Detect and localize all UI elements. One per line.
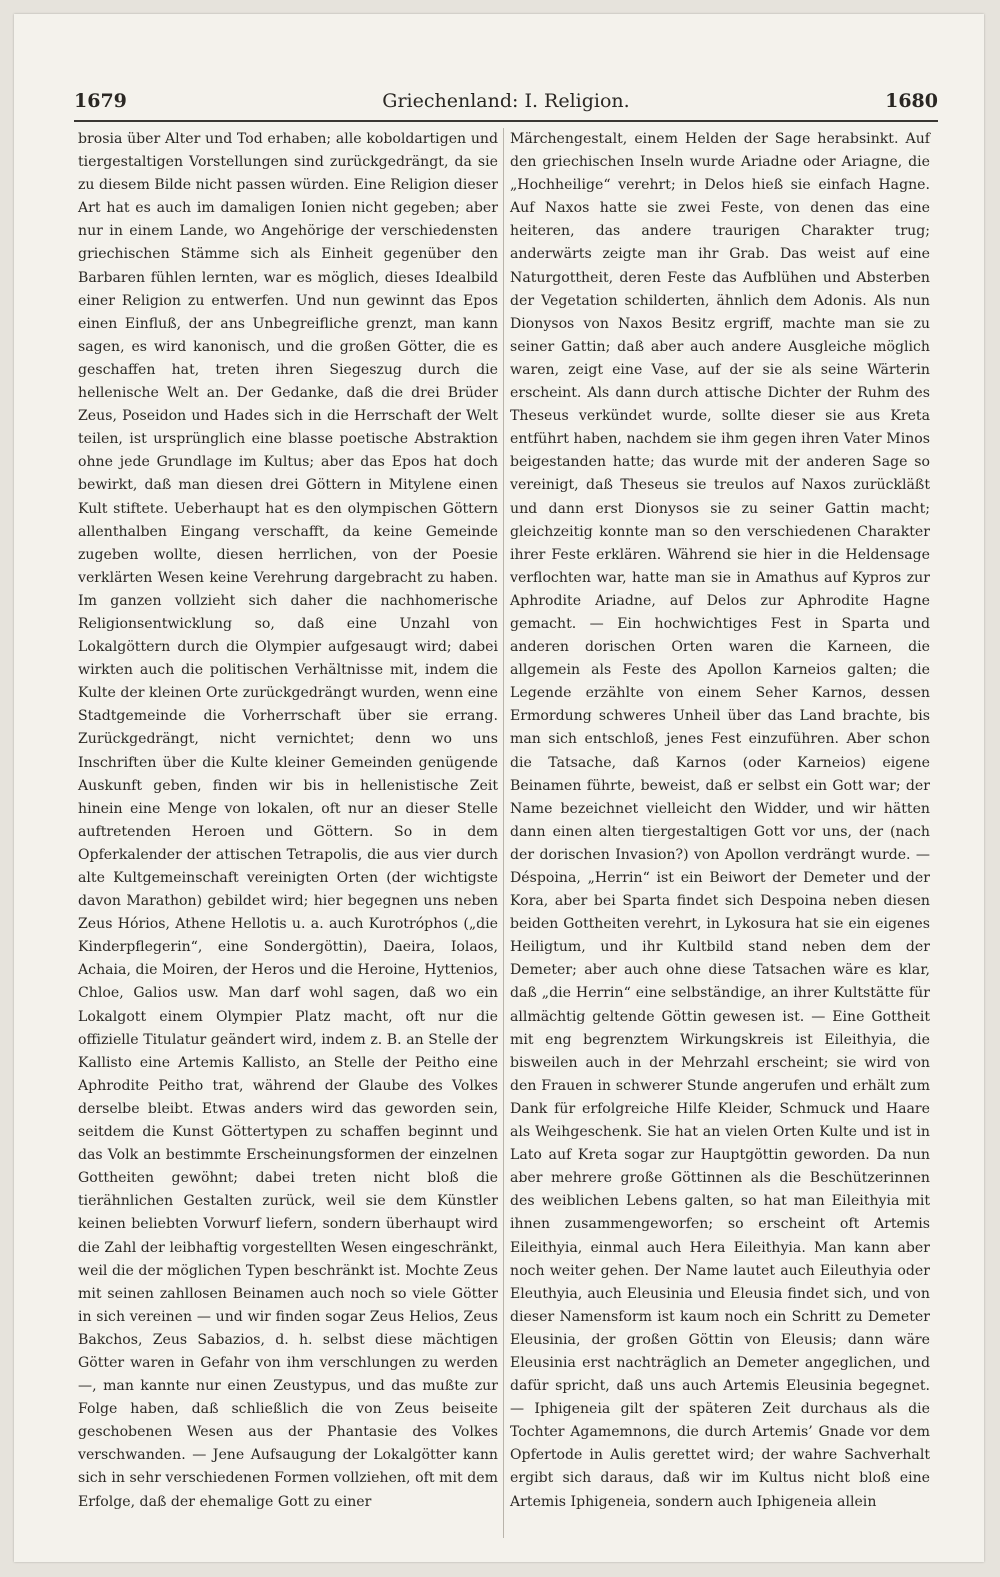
text-column-right — [510, 128, 930, 1514]
running-head: Griechenland: I. Religion. — [382, 90, 630, 112]
column-text: brosia über Alter und Tod erhaben; alle koboldartigen und tiergestaltigen Vorstellungen sind zurückgedrängt, da sie zu diesem Bilde nicht passen würden. Eine Religion dieser Art hat es auch im damaligen Ionien nicht gegeben; aber nur in einem Lande, wo Angehörige der verschiedensten griechischen Stämme sich als Einheit gegenüber den Barbaren fühlen lernten, war es möglich, dieses Idealbild einer Religion zu entwerfen. Und nun gewinnt das Epos einen Einfluß, der ans Unbegreifliche grenzt, man kann sagen, es wird kanonisch, und die großen Götter, die es geschaffen hat, treten ihren Siegeszug durch die hellenische Welt an. Der Gedanke, daß die drei Brüder Zeus, Poseidon und Hades sich in die Herrschaft der Welt teilen, ist ursprünglich eine blasse poetische Abstraktion ohne jede Grundlage im Kultus; aber das Epos hat doch bewirkt, daß man diesen drei Göttern in Mitylene einen Kult stiftete. Ueberhaupt hat es den olympischen Göttern allenthalben Eingang verschafft, da keine Gemeinde zugeben wollte, diesen herrlichen, von der Poesie verklärten Wesen keine Verehrung dargebracht zu haben. Im ganzen vollzieht sich daher die nachhomerische Religionsentwicklung so, daß eine Unzahl von Lokalgöttern durch die Olympier aufgesaugt wird; dabei wirkten auch die politischen Verhältnisse mit, indem die Kulte der kleinen Orte zurückgedrängt wurden, wenn eine Stadtgemeinde die Vorherrschaft über sie errang. Zurückgedrängt, nicht vernichtet; denn wo uns Inschriften über die Kulte kleiner Gemeinden genügende Auskunft geben, finden wir bis in hellenistische Zeit hinein eine Menge von lokalen, oft nur an dieser Stelle auftretenden Heroen und Göttern. So in dem Opferkalender der attischen Tetrapolis, die aus vier durch alte Kultgemeinschaft vereinigten Orten (der wichtigste davon Marathon) gebildet wird; hier begegnen uns neben Zeus Hórios, Athene Hellotis u. a. auch Kurotróphos („die Kinderpflegerin“, eine Sondergöttin), Daeira, Iolaos, Achaia, die Moiren, der Heros und die Heroine, Hyttenios, Chloe, Galios usw. Man darf wohl sagen, daß wo ein Lokalgott einem Olympier Platz macht, oft nur die offizielle Titulatur geändert wird, indem z. B. an Stelle der Kallisto eine Artemis Kallisto, an Stelle der Peitho eine Aphrodite Peitho trat, während der Glaube des Volkes derselbe bleibt. Etwas anders wird das geworden sein, seitdem die Kunst Göttertypen zu schaffen beginnt und das Volk an bestimmte Erscheinungsformen der einzelnen Gottheiten gewöhnt; dabei treten nicht bloß die tierähnlichen Gestalten zurück, weil sie dem Künstler keinen beliebten Vorwurf liefern, sondern überhaupt wird die Zahl der leibhaftig vorgestellten Wesen eingeschränkt, weil die der möglichen Typen beschränkt ist. Mochte Zeus mit seinen zahllosen Beinamen auch noch so viele Götter in sich vereinen — und wir finden sogar Zeus Helios, Zeus Bakchos, Zeus Sabazios, d. h. selbst diese mächtigen Götter waren in Gefahr von ihm verschlungen zu werden —, man kannte nur einen Zeustypus, und das mußte zur Folge haben, daß schließlich die von Zeus beiseite geschobenen Wesen aus der Phantasie des Volkes verschwanden. — Jene Aufsaugung der Lokalgötter kann sich in sehr verschiedenen Formen vollziehen, oft mit dem Erfolge, daß der ehemalige Gott zu einer — [78, 131, 498, 1510]
page-number-left: 1679 — [74, 90, 127, 112]
header-rule — [74, 120, 938, 122]
column-divider — [503, 128, 504, 1538]
text-column-left — [78, 128, 498, 1514]
page-number-right: 1680 — [885, 90, 938, 112]
column-text: Märchengestalt, einem Helden der Sage herabsinkt. Auf den griechischen Inseln wurde Ariadne oder Ariagne, die „Hochheilige“ verehrt; in Delos hieß sie einfach Hagne. Auf Naxos hatte sie zwei Feste, von denen das eine heiteren, das andere traurigen Charakter trug; anderwärts zeigte man ihr Grab. Das weist auf eine Naturgottheit, deren Feste das Aufblühen und Absterben der Vegetation schilderten, ähnlich dem Adonis. Als nun Dionysos von Naxos Besitz ergriff, machte man sie zu seiner Gattin; daß aber auch andere Ausgleiche möglich waren, zeigt eine Vase, auf der sie als seine Wärterin erscheint. Als dann durch attische Dichter der Ruhm des Theseus verkündet wurde, sollte dieser sie aus Kreta entführt haben, nachdem sie ihm gegen ihren Vater Minos beigestanden hatte; das wurde mit der anderen Sage so vereinigt, daß Theseus sie treulos auf Naxos zurückläßt und dann erst Dionysos sie zu seiner Gattin macht; gleichzeitig konnte man so den verschiedenen Charakter ihrer Feste erklären. Während sie hier in die Heldensage verflochten war, hatte man sie in Amathus auf Kypros zur Aphrodite Ariadne, auf Delos zur Aphrodite Hagne gemacht. — Ein hochwichtiges Fest in Sparta und anderen dorischen Orten waren die Karneen, die allgemein als Feste des Apollon Karneios galten; die Legende erzählte von einem Seher Karnos, dessen Ermordung schweres Unheil über das Land brachte, bis man sich entschloß, jenes Fest einzuführen. Aber schon die Tatsache, daß Karnos (oder Karneios) eigene Beinamen führte, beweist, daß er selbst ein Gott war; der Name bezeichnet vielleicht den Widder, und wir hätten dann einen alten tiergestaltigen Gott vor uns, der (nach der dorischen Invasion?) von Apollon verdrängt wurde. — Déspoina, „Herrin“ ist ein Beiwort der Demeter und der Kora, aber bei Sparta findet sich Despoina neben diesen beiden Gottheiten verehrt, in Lykosura hat sie ein eigenes Heiligtum, und ihr Kultbild stand neben dem der Demeter; aber auch ohne diese Tatsachen wäre es klar, daß „die Herrin“ eine selbständige, an ihrer Kultstätte für allmächtig geltende Göttin gewesen ist. — Eine Gottheit mit eng begrenztem Wirkungskreis ist Eileithyia, die bisweilen auch in der Mehrzahl erscheint; sie wird von den Frauen in schwerer Stunde angerufen und erhält zum Dank für erfolgreiche Hilfe Kleider, Schmuck und Haare als Weihgeschenk. Sie hat an vielen Orten Kulte und ist in Lato auf Kreta sogar zur Hauptgöttin geworden. Da nun aber mehrere große Göttinnen als die Beschützerinnen des weiblichen Lebens galten, so hat man Eileithyia mit ihnen zusammengeworfen; so erscheint oft Artemis Eileithyia, einmal auch Hera Eileithyia. Man kann aber noch weiter gehen. Der Name lautet auch Eileuthyia oder Eleuthyia, auch Eleusinia und Eleusia findet sich, und von dieser Namensform ist kaum noch ein Schritt zu Demeter Eleusinia, der großen Göttin von Eleusis; dann wäre Eleusinia erst nachträglich an Demeter angeglichen, und dafür spricht, daß uns auch Artemis Eleusinia begegnet. — Iphigeneia gilt der späteren Zeit durchaus als die Tochter Agamemnons, die durch Artemis’ Gnade vor dem Opfertode in Aulis gerettet wird; der wahre Sachverhalt ergibt sich daraus, daß wir im Kultus nicht bloß eine Artemis Iphigeneia, sondern auch Iphigeneia allein — [510, 131, 930, 1510]
page-header — [74, 86, 938, 116]
